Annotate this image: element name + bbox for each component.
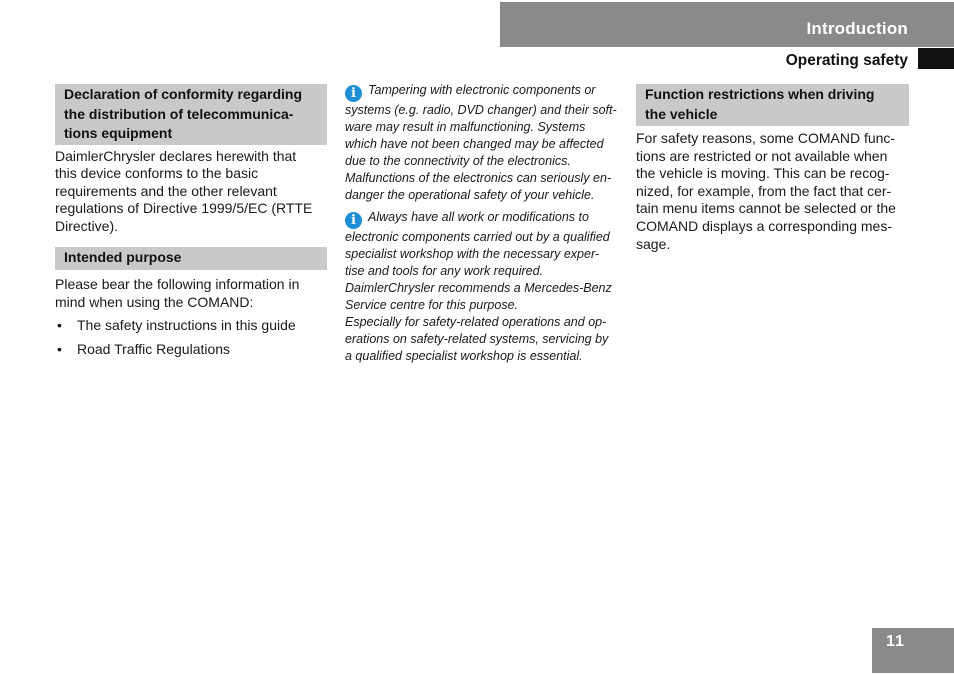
note-line: tise and tools for any work required. [345,264,544,279]
intended-purpose-body-line: mind when using the COMAND: [55,293,254,310]
note-line: ware may result in malfunctioning. Systems [345,119,586,134]
declaration-heading-line: tions equipment [64,125,173,141]
intended-purpose-body-line: Please bear the following information in [55,275,300,292]
note-text: Always have all work or modifications to [368,210,589,225]
note-line: DaimlerChrysler recommends a Mercedes-Benz [345,281,612,296]
info-icon: i [345,85,362,102]
left-column [55,84,327,358]
note-line: Service centre for this purpose. [345,298,518,313]
declaration-body [55,148,327,236]
note-line: which have not been changed may be affected [345,136,604,151]
declaration-body-line: this device conforms to the basic [55,165,259,182]
info-icon: i [345,212,362,229]
function-restrictions-body-line: tions are restricted or not available when [636,147,888,164]
declaration-body-line: requirements and the other relevant [55,182,277,199]
note-line: danger the operational safety of your vehicle. [345,187,595,202]
function-restrictions-body [636,130,909,253]
declaration-body-line: DaimlerChrysler declares herewith that [55,147,297,164]
section-tab-marker [918,48,954,69]
list-item [55,341,327,359]
note-tampering [345,82,620,203]
note-line: Malfunctions of the electronics can seriously en- [345,170,612,185]
declaration-body-line: regulations of Directive 1999/5/EC (RTTE [55,200,313,217]
declaration-heading-line: the distribution of telecommunica- [64,105,294,122]
function-restrictions-body-line: tain menu items cannot be selected or the [636,200,896,217]
note-line: erations on safety-related systems, servicing by [345,331,609,346]
bullet-text: Road Traffic Regulations [77,340,231,357]
section-title: Operating safety [785,52,908,69]
middle-column [345,82,620,365]
note-line: Especially for safety-related operations and op- [345,314,607,329]
function-restrictions-body-line: the vehicle is moving. This can be recog- [636,165,890,182]
bullet-text: The safety instructions in this guide [77,317,296,334]
chapter-title: Introduction [806,19,908,38]
right-column [636,84,909,253]
note-line: systems (e.g. radio, DVD changer) and their soft- [345,103,617,117]
note-workshop [345,209,620,364]
note-line: due to the connectivity of the electronics. [345,153,571,168]
note-line: a qualified specialist workshop is essential. [345,348,583,363]
intended-purpose-body [55,276,327,311]
intended-purpose-bullets [55,317,327,358]
note-text: Tampering with electronic components or [368,83,596,97]
function-restrictions-heading-line: Function restrictions when driving [645,86,875,102]
function-restrictions-body-line: nized, for example, from the fact that cer- [636,182,892,199]
note-line [345,82,620,102]
bullet-icon: • [57,317,62,334]
intended-purpose-heading: Intended purpose [55,247,327,270]
function-restrictions-body-line: For safety reasons, some COMAND func- [636,130,896,146]
bullet-icon: • [57,340,62,357]
declaration-heading-line: Declaration of conformity regarding [64,86,303,102]
note-line [345,209,620,229]
declaration-heading [55,84,327,145]
page-number: 11 [886,633,905,650]
note-line: electronic components carried out by a qualified [345,230,610,245]
function-restrictions-body-line: COMAND displays a corresponding mes- [636,217,892,234]
declaration-body-line: Directive). [55,217,119,234]
list-item [55,317,327,335]
note-line: specialist workshop with the necessary exper- [345,247,600,262]
page-number-box [872,628,954,673]
function-restrictions-heading-line: the vehicle [645,105,718,122]
function-restrictions-heading [636,84,909,126]
function-restrictions-body-line: sage. [636,235,671,252]
